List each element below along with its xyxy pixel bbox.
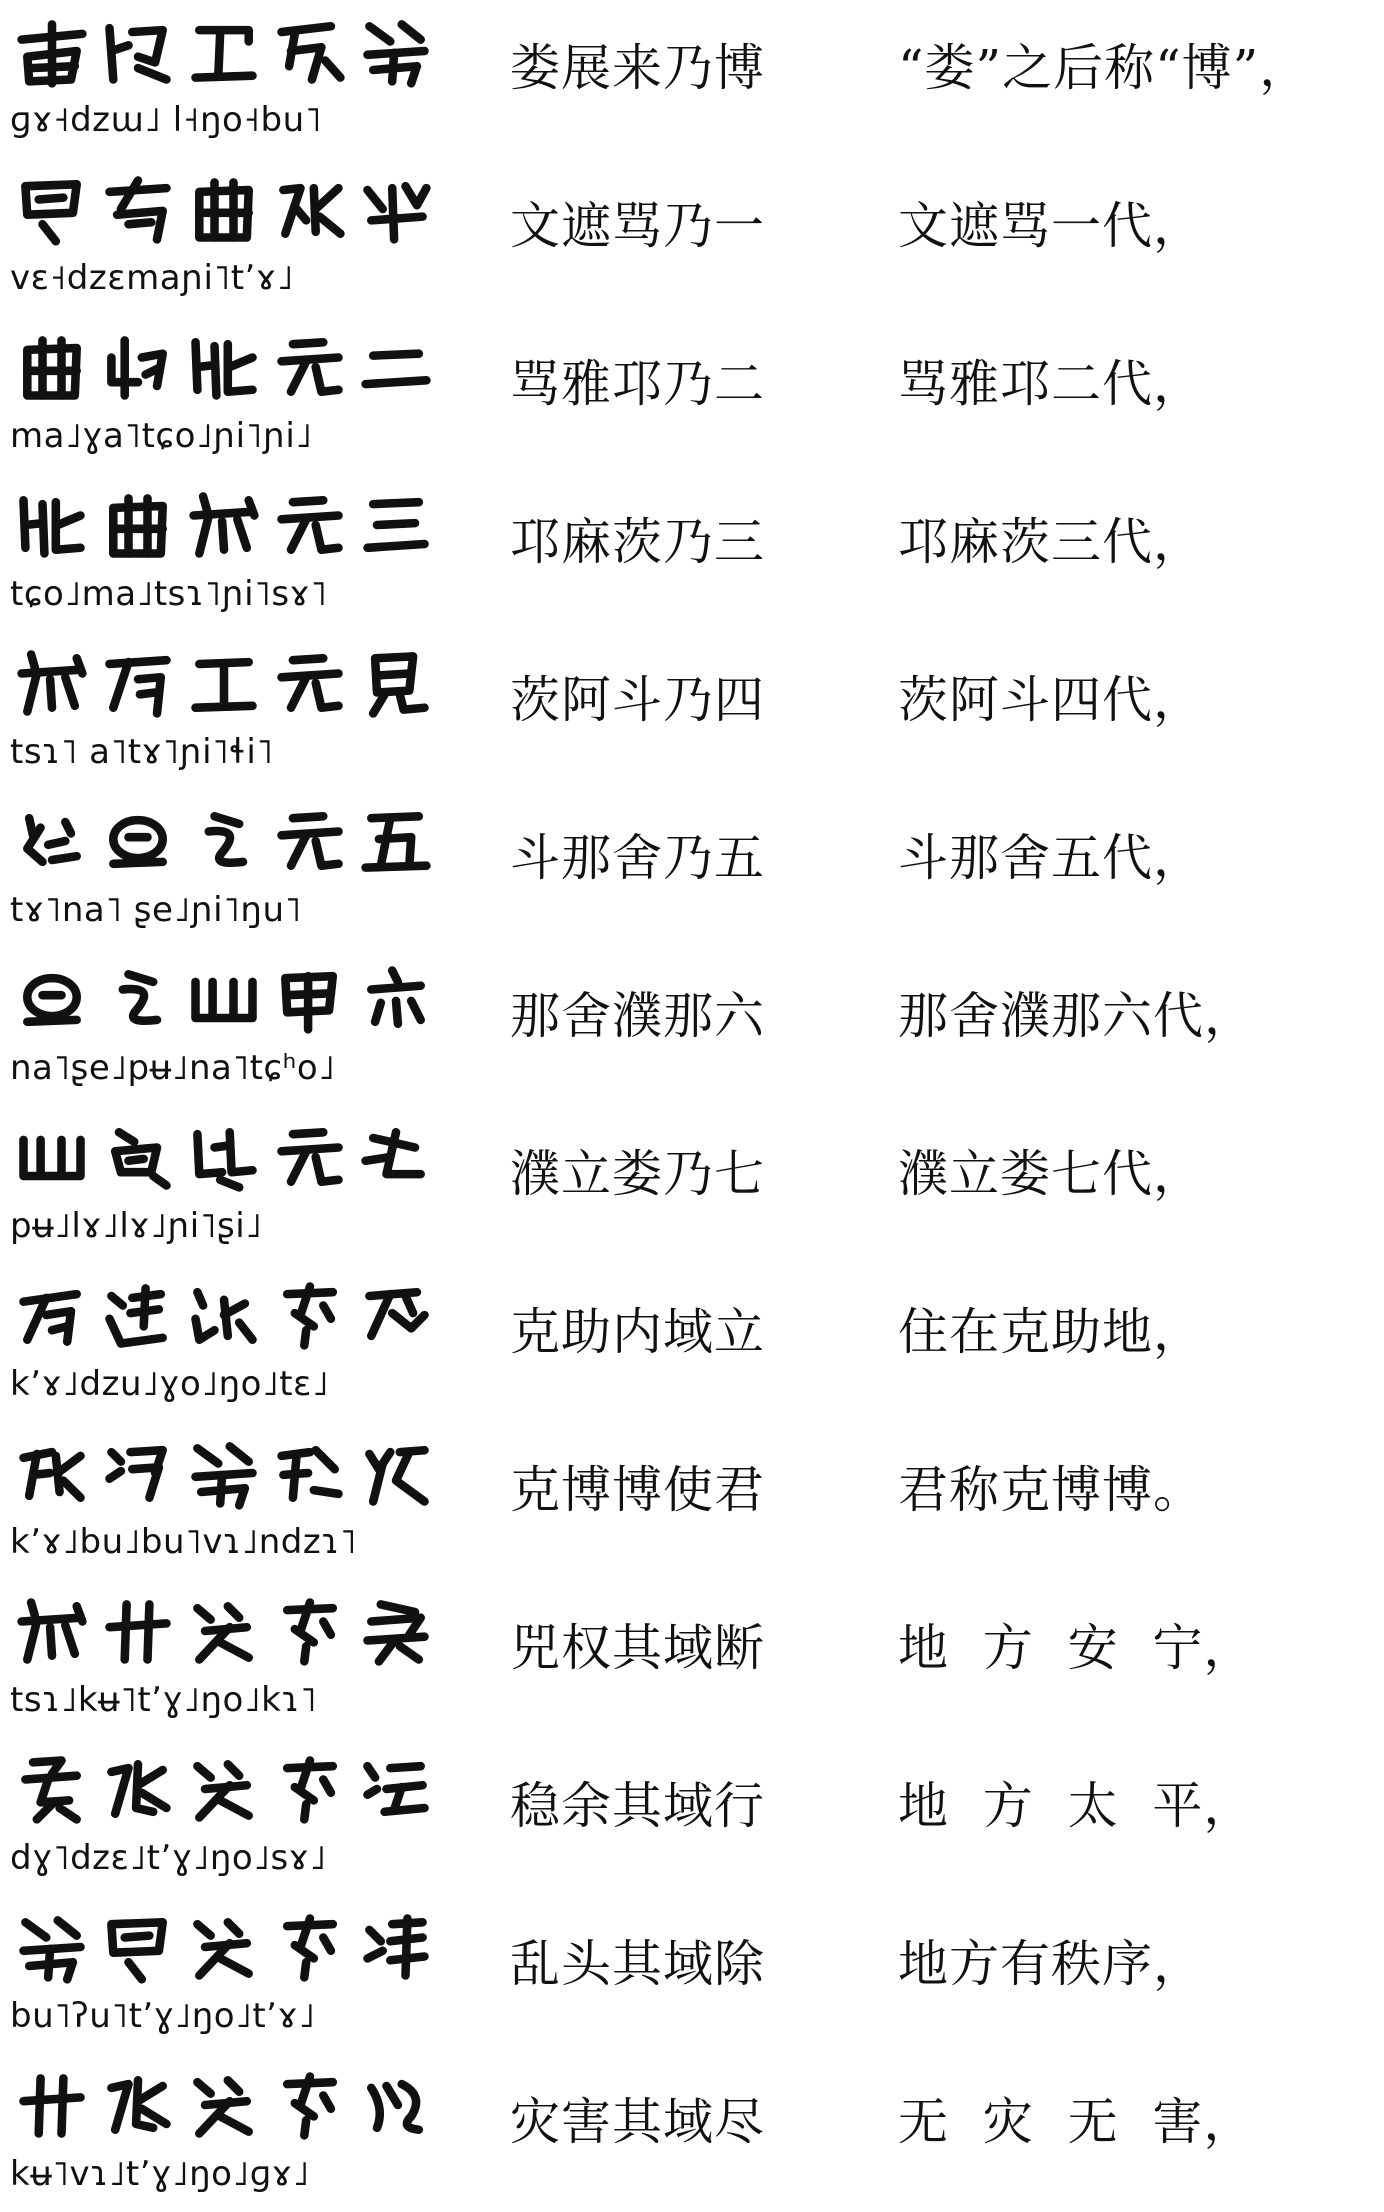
- yi-glyph: [186, 961, 262, 1037]
- chinese-translation: 斗那舍五代，: [898, 829, 1204, 887]
- verse-row: [0, 158, 1384, 316]
- yi-glyph: [14, 1593, 90, 1669]
- chinese-translation: 地 方 太 平，: [898, 1777, 1255, 1835]
- yi-glyph: [358, 1751, 434, 1827]
- yi-glyph-group: [14, 1430, 434, 1516]
- yi-script-line: [10, 8, 430, 148]
- chinese-translation: 那舍濮那六代，: [898, 987, 1255, 1045]
- yi-glyph: [358, 1909, 434, 1985]
- chinese-transliteration: 克博博使君: [510, 1461, 765, 1519]
- yi-glyph-group: [14, 640, 434, 726]
- yi-glyph: [14, 2067, 90, 2143]
- yi-glyph-group: [14, 324, 434, 410]
- yi-glyph: [100, 1119, 176, 1195]
- yi-script-line: [10, 1588, 430, 1728]
- yi-glyph: [272, 2067, 348, 2143]
- yi-glyph: [272, 1751, 348, 1827]
- chinese-translation: 住在克助地，: [898, 1303, 1204, 1361]
- verse-row: [0, 316, 1384, 474]
- chinese-translation: 地方有秩序，: [898, 1935, 1204, 1993]
- yi-glyph: [358, 2067, 434, 2143]
- yi-glyph: [186, 329, 262, 405]
- yi-glyph: [272, 329, 348, 405]
- yi-glyph: [14, 329, 90, 405]
- yi-glyph: [186, 171, 262, 247]
- yi-glyph: [358, 645, 434, 721]
- yi-glyph: [14, 961, 90, 1037]
- yi-glyph: [14, 171, 90, 247]
- ipa-transcription: vɛ˧dzɛmaɲi˥tʼɤ˩: [10, 258, 294, 298]
- yi-script-line: [10, 956, 430, 1096]
- yi-glyph: [100, 803, 176, 879]
- ipa-transcription: kʼɤ˩bu˩bu˥vɿ˩ndzɿ˥: [10, 1522, 358, 1562]
- verse-row: [0, 0, 1384, 158]
- yi-glyph: [14, 1909, 90, 1985]
- yi-glyph: [186, 645, 262, 721]
- yi-glyph-group: [14, 2062, 434, 2148]
- yi-glyph: [14, 13, 90, 89]
- chinese-transliteration: 乱头其域除: [510, 1935, 765, 1993]
- ipa-transcription: kʼɤ˩dzu˩ɣo˩ŋo˩tɛ˩: [10, 1364, 330, 1404]
- yi-glyph-group: [14, 1114, 434, 1200]
- yi-glyph: [358, 13, 434, 89]
- yi-glyph: [272, 171, 348, 247]
- verse-row: [0, 2054, 1384, 2212]
- yi-glyph: [186, 1435, 262, 1511]
- yi-glyph: [100, 2067, 176, 2143]
- verse-row: [0, 1422, 1384, 1580]
- yi-script-line: [10, 1746, 430, 1886]
- yi-glyph: [358, 1119, 434, 1195]
- yi-glyph: [186, 13, 262, 89]
- chinese-translation: 无 灾 无 害，: [898, 2093, 1255, 2151]
- yi-script-line: [10, 1272, 430, 1412]
- yi-glyph: [100, 1751, 176, 1827]
- chinese-transliteration: 灾害其域尽: [510, 2093, 765, 2151]
- yi-glyph: [358, 487, 434, 563]
- yi-glyph-group: [14, 956, 434, 1042]
- yi-glyph: [358, 1593, 434, 1669]
- chinese-transliteration: 娄展来乃博: [510, 39, 765, 97]
- yi-glyph: [272, 1593, 348, 1669]
- chinese-transliteration: 稳余其域行: [510, 1777, 765, 1835]
- ipa-transcription: ɡɤ˧dzɯ˩ l˧ŋo˧bu˥: [10, 100, 322, 140]
- chinese-transliteration: 邛麻茨乃三: [510, 513, 765, 571]
- yi-glyph: [100, 487, 176, 563]
- yi-glyph: [272, 803, 348, 879]
- chinese-transliteration: 濮立娄乃七: [510, 1145, 765, 1203]
- yi-glyph: [186, 1119, 262, 1195]
- verse-row: [0, 474, 1384, 632]
- yi-glyph: [14, 487, 90, 563]
- yi-glyph: [186, 1593, 262, 1669]
- yi-glyph: [358, 803, 434, 879]
- yi-script-line: [10, 640, 430, 780]
- yi-glyph-group: [14, 166, 434, 252]
- yi-glyph-group: [14, 1904, 434, 1990]
- verse-row: [0, 790, 1384, 948]
- yi-glyph: [358, 329, 434, 405]
- yi-script-line: [10, 2062, 430, 2202]
- chinese-transliteration: 文遮骂乃一: [510, 197, 765, 255]
- ipa-transcription: tɕo˩ma˩tsɿ˥ɲi˥sɤ˥: [10, 574, 328, 614]
- yi-glyph-group: [14, 1272, 434, 1358]
- chinese-translation: 君称克博博。: [898, 1461, 1204, 1519]
- yi-glyph-group: [14, 1746, 434, 1832]
- yi-glyph: [186, 1751, 262, 1827]
- verse-row: [0, 1264, 1384, 1422]
- yi-glyph: [100, 13, 176, 89]
- chinese-translation: 茨阿斗四代，: [898, 671, 1204, 729]
- yi-glyph-group: [14, 8, 434, 94]
- ipa-transcription: tsɿ˥ a˥tɤ˥ɲi˥ɬi˥: [10, 732, 274, 772]
- ipa-transcription: tɤ˥na˥ ʂe˩ɲi˥ŋu˥: [10, 890, 302, 930]
- chinese-translation: 濮立娄七代，: [898, 1145, 1204, 1203]
- chinese-transliteration: 兕权其域断: [510, 1619, 765, 1677]
- verse-row: [0, 1106, 1384, 1264]
- chinese-transliteration: 骂雅邛乃二: [510, 355, 765, 413]
- yi-glyph: [186, 2067, 262, 2143]
- chinese-transliteration: 那舍濮那六: [510, 987, 765, 1045]
- yi-glyph: [14, 1751, 90, 1827]
- yi-script-line: [10, 1430, 430, 1570]
- yi-glyph: [272, 487, 348, 563]
- verse-row: [0, 1738, 1384, 1896]
- yi-script-line: [10, 798, 430, 938]
- chinese-translation: 文遮骂一代，: [898, 197, 1204, 255]
- yi-glyph-group: [14, 482, 434, 568]
- yi-script-line: [10, 1904, 430, 2044]
- yi-glyph: [14, 1119, 90, 1195]
- chinese-translation: 邛麻茨三代，: [898, 513, 1204, 571]
- ipa-transcription: ma˩ɣa˥tɕo˩ɲi˥ɲi˩: [10, 416, 313, 456]
- yi-glyph: [186, 1909, 262, 1985]
- yi-glyph-group: [14, 1588, 434, 1674]
- chinese-transliteration: 克助内域立: [510, 1303, 765, 1361]
- yi-glyph: [100, 645, 176, 721]
- ipa-transcription: pʉ˩lɤ˩lɤ˩ɲi˥ʂi˩: [10, 1206, 263, 1246]
- verse-row: [0, 1896, 1384, 2054]
- verse-row: [0, 948, 1384, 1106]
- yi-glyph: [272, 1277, 348, 1353]
- yi-glyph: [14, 1277, 90, 1353]
- yi-glyph: [272, 645, 348, 721]
- yi-glyph: [100, 171, 176, 247]
- yi-glyph: [358, 1435, 434, 1511]
- yi-glyph: [186, 487, 262, 563]
- yi-script-line: [10, 482, 430, 622]
- yi-glyph: [272, 961, 348, 1037]
- yi-glyph: [358, 961, 434, 1037]
- verse-row: [0, 632, 1384, 790]
- yi-glyph: [358, 1277, 434, 1353]
- yi-glyph: [100, 1277, 176, 1353]
- chinese-translation: 骂雅邛二代，: [898, 355, 1204, 413]
- yi-glyph: [272, 1119, 348, 1195]
- yi-glyph: [272, 1435, 348, 1511]
- ipa-transcription: tsɿ˩kʉ˥tʼɣ˩ŋo˩kɿ˥: [10, 1680, 318, 1720]
- yi-glyph: [14, 645, 90, 721]
- chinese-translation: “娄”之后称“博”，: [898, 39, 1311, 97]
- chinese-transliteration: 茨阿斗乃四: [510, 671, 765, 729]
- yi-glyph: [14, 1435, 90, 1511]
- yi-glyph: [358, 171, 434, 247]
- chinese-transliteration: 斗那舍乃五: [510, 829, 765, 887]
- yi-glyph: [100, 329, 176, 405]
- yi-glyph: [100, 961, 176, 1037]
- yi-glyph: [272, 1909, 348, 1985]
- ipa-transcription: bu˥ʔu˥tʼɣ˩ŋo˩tʼɤ˩: [10, 1996, 316, 2036]
- yi-script-line: [10, 1114, 430, 1254]
- yi-glyph: [100, 1593, 176, 1669]
- verse-row: [0, 1580, 1384, 1738]
- ipa-transcription: na˥ʂe˩pʉ˩na˥tɕʰo˩: [10, 1048, 336, 1088]
- yi-glyph: [272, 13, 348, 89]
- yi-script-line: [10, 166, 430, 306]
- yi-glyph-group: [14, 798, 434, 884]
- yi-script-line: [10, 324, 430, 464]
- chinese-translation: 地 方 安 宁，: [898, 1619, 1255, 1677]
- yi-glyph: [14, 803, 90, 879]
- ipa-transcription: kʉ˥vɿ˩tʼɣ˩ŋo˩ɡɤ˩: [10, 2154, 310, 2194]
- ipa-transcription: dɣ˥dzɛ˩tʼɣ˩ŋo˩sɤ˩: [10, 1838, 327, 1878]
- yi-glyph: [100, 1435, 176, 1511]
- yi-glyph: [186, 1277, 262, 1353]
- yi-glyph: [100, 1909, 176, 1985]
- yi-glyph: [186, 803, 262, 879]
